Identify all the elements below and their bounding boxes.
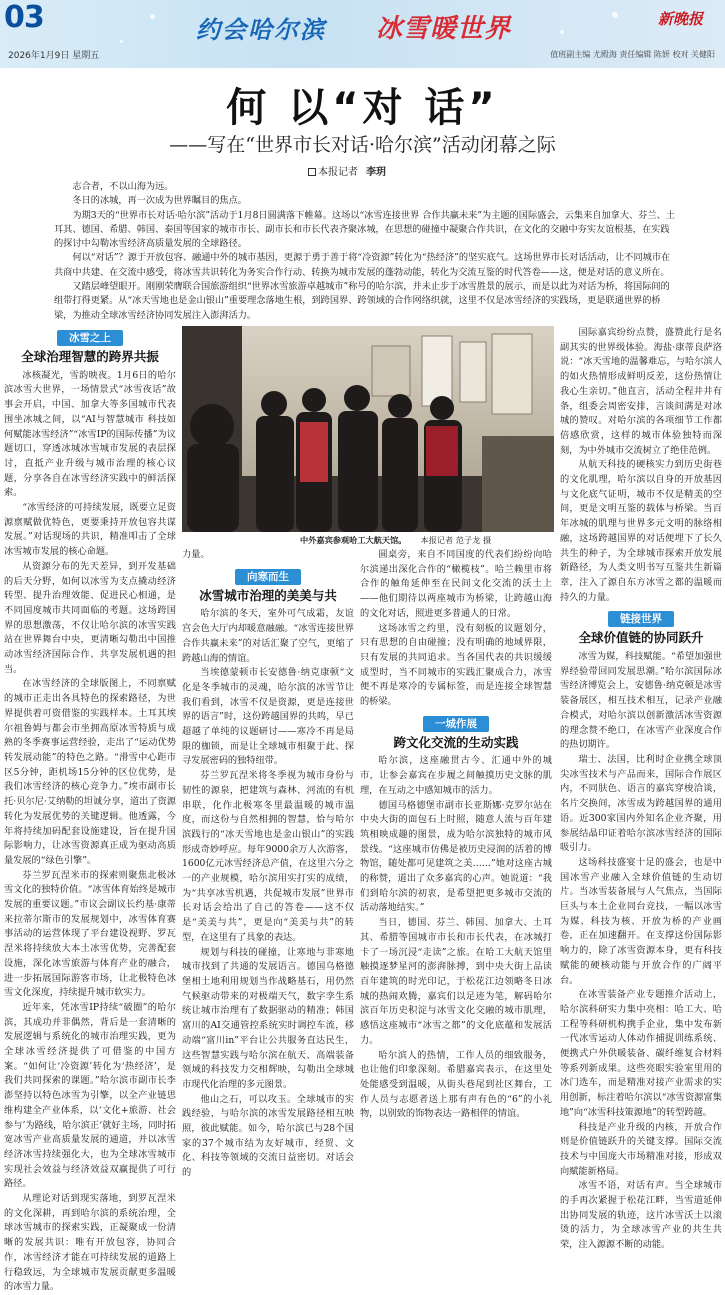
body-paragraph: 这场科技盛宴十足的盛会，也是中国冰雪产业融入全球价值链的生动切片。当冰雪装备展与人气焦点，当国际巨头与本土企业同台竞技，一幅以冰雪为媒、科技为核、开放为桥的产业画卷，正在加速翻开。在支撑这份国际影响力的，除了冰雪资源本身，更有科技赋能的硬核动能与开放合作的广阔平台。: [560, 856, 722, 986]
body-paragraph: 哈尔滨的冬天，室外可气成霜，友谊宫会色大厅内却暖意融融。“冰雪连接世界 合作共赢未来”的对话汇聚了空气，更缩了跨越山海的情谊。: [182, 608, 354, 664]
body-paragraph: 当日，德国、芬兰、韩国、加拿大、土耳其、希腊等国城市市长和市长代表，在冰城打卡了一场沉浸“走读”之旅。在哈工大航天馆里触摸逐梦星河的澎湃脉搏，到中央大街上品读百年建筑的时光印记，于松花江边领略冬日冰城的热闹欢腾，嘉宾们以足迹为笔，解码哈尔滨百年历史积淀与冰雪文化交融的城市肌理，感悟这座城市“冰雪之都”的文化底蕴和发展活力。: [360, 917, 552, 1046]
section-tag: 冰雪之上: [57, 330, 123, 346]
column-section-3: [360, 548, 552, 1122]
photo-caption: 中外嘉宾参观哈工大航天馆。: [300, 535, 407, 545]
editor-credits: 值班副主编 尤殿海 责任编辑 陈妍 校对 关健阳: [550, 50, 715, 59]
column-section-2: [182, 548, 354, 1181]
body-paragraph: 德国马格德堡市副市长亚斯娜·克罗尔站在中央大街的面包石上时照，随意人流与百年建筑相映成趣的图景，成为哈尔滨独特的城市风景线。“这座城市仿佛是被历史浸润的活着的博物馆，随处都可见建筑之美……”她对这座古城的称赞，道出了众多嘉宾的心声。她说道：“我们到哈尔滨的初衷，是希望把更多城市交流的活动落地结实。”: [360, 799, 552, 914]
body-paragraph: 在冰雪装备产业专题推介活动上，哈尔滨科研实力集中亮相：哈工大、哈工程等科研机构携手企业，集中发布新一代冰雪运动人体动作捕捉训练系统、便携式户外供暖装备、碳纤维复合材料等系列新成果。这些亮眼实验室里用的冰门选车，而是精准对接产业需求的实用创新，标注着哈尔滨以“冰雪资源富集地”向“冰雪科技策源地”的转型跨越。: [560, 989, 722, 1118]
section-tag: 链接世界: [608, 611, 674, 627]
section-title: 全球价值链的协同跃升: [578, 630, 704, 646]
photo-illustration: [182, 326, 554, 532]
newspaper-logo: 新晚报: [657, 10, 703, 28]
section-tag: 向寒而生: [235, 569, 301, 585]
body-paragraph: 科技是产业升级的内核，开放合作则是价值链跃升的关键支撑。国际交流技术与中国庞大市场精准对接，形成双向赋能新格局。: [560, 1121, 722, 1177]
lead-paragraph: 又踏层峰望眼开。刚刚荣膺联合国旅游组织“世界冰雪旅游卓越城市”称号的哈尔滨，并未止步于冰雪胜景的展示，而是以此为对话为桥，将国际间的组带打得更紧。从“冰天雪地也是金山银山”重要理念落地生根，到跨国界、跨领域的合作网络织就，这里不仅是冰雪经济的实践场，更是联通世界的桥梁，为推动全球冰雪经济协同发展注入澎湃活力。: [54, 281, 670, 321]
issue-date: 2026年1月9日 星期五: [8, 51, 100, 61]
body-paragraph: 规划与科技的碰撞，让寒地与非寒地城市找到了共通的发展语言。德国乌格德堡相土地利用规划当作战略基石，用仍然气候驱动带来的对极端天气，数字孪生系统让城市治理有了数据驱动的精准；韩国富川的AI交通管控系统实时调控车流，移动端“富川in”平台让公共服务直达民生，这些智慧实践与哈尔滨在航天、高端装备领域的科技发力交相辉映，勾勒出全球城市现代化治理的多元图景。: [182, 946, 354, 1090]
body-paragraph: 从理论对话到现实落地，到罗瓦涅米的文化深耕，再到哈尔滨的系统治理，全球冰雪城市的探索实践，正凝聚成一份清晰的发展共识：唯有开放包容，协同合作，冰雪经济才能在可持续发展的道路上行稳致远，为全球城市发展贡献更多温暖的冰雪力量。: [4, 1193, 176, 1293]
body-paragraph: 在冰雪经济的全球版图上，不同禀赋的城市正走出各具特色的探索路径，为世界提供着可资借鉴的实践样本。土耳其埃尔祖鲁姆与都会市坐拥高原冰雪特质与成熟的冬季赛事运营经验，走出了“运动优势转发展动能”的特色之路。“滑雪中心距市区5分钟，距机场15分钟的区位优势，是我们冰雪经济的核心竞争力。”埃市副市长托·贝尔尼·艾纳勒的坦诚分享，道出了资源转化为发展优势的关键逻辑。他透露，今年将持续加码配套设施建设，旨在提升国际影响力，让冰雪资源真正成为驱动高质量发展的“绿色引擎”。: [4, 678, 176, 866]
body-paragraph: 这场冰雪之约里，没有刻板的议题划分，只有思想的自由碰撞；没有明确的地域界限，只有发展的共同追求。当各国代表的共识缓缓成型时，当不同城市的实践汇聚成合力，冰雪便不再是寒冷的专属标签，而是连接全球智慧的桥梁。: [360, 622, 552, 708]
body-paragraph: 哈尔滨人的热情，工作人员的细致服务，也让他们印象深刻。希腊嘉宾表示，在这里处处能感受到温暖，从街头巷尾到社区舞台，工作人员与志愿者送上那有声有色的“6”的小礼物，以别致的饰物表达一路相伴的情谊。: [360, 1049, 552, 1120]
body-paragraph: 哈尔滨，这座融贯古今、汇通中外的城市，让参会嘉宾在步履之间触摸历史文脉的肌理，在互动之中感知城市的活力。: [360, 755, 552, 796]
lead-paragraphs: [54, 180, 678, 323]
byline-author: 李玥: [366, 167, 386, 178]
body-paragraph: 他山之石，可以攻玉。全球城市的实践经验，与哈尔滨的冰雪发展路径相互映照，彼此赋能。如今，哈尔滨已与28个国家的37个城市结为友好城市，经贸、文化、科技等领域的交流日益密切。对话会的: [182, 1093, 354, 1179]
byline-prefix: 本报记者: [318, 167, 358, 178]
body-paragraph: 瑞士、法国，比利时企业携全球顶尖冰雪技术与产品而来，国际合作展区内，不同肤色、语言的嘉宾穿梭洽谈，名片交换间，冰雪成为跨越国界的通用语。近300家国内外知名企业齐聚，用参展结晶印证着哈尔滨冰雪经济的国际吸引力。: [560, 753, 722, 854]
body-paragraph: 圆桌旁，来自不同国度的代表们纷纷向哈尔滨递出深化合作的“橄榄枝”。哈兰赖里市将合作的触角延伸至在民间文化交流的沃土上——他们期待以两座城市为桥梁，让跨越山海的文化对话，照进更多普通人的日常。: [360, 549, 552, 619]
byline-box-icon: [308, 168, 316, 176]
column-section-1: [4, 330, 176, 1295]
section-title: 全球治理智慧的跨界共振: [21, 349, 159, 364]
photo-credit: 本报记者 范子龙 摄: [420, 535, 492, 545]
body-paragraph: “冰雪经济的可持续发展，既要立足资源禀赋做优特色，更要秉持开放包容共谋发展。”对话现场的共识，精准叩击了全球冰雪城市发展的核心命题。: [4, 502, 176, 558]
news-photo: [182, 326, 554, 532]
body-paragraph: 冰雪不语，对话有声。当全球城市的手再次紧握于松花江畔，当雪道延伸出协同发展的轨迹，这片冰雪沃土以滚烫的活力，为全球冰雪产业的共生共荣，注入源源不断的动能。: [560, 1180, 722, 1251]
column-banner-left: 约会哈尔滨: [196, 16, 326, 44]
lead-paragraph: 何以“对话”？源于开放包容、融通中外的城市基因，更源于勇于善于将“冷资源”转化为“热经济”的坚实底气。这场世界市长对话活动，让不同城市在共商中共建、在交流中感受，将冰雪共识转化为务实合作行动、转换为城市发展的蓬勃动能，转化为交流互鉴的时代答卷——这，便是对话的意义所在。: [54, 252, 671, 278]
subheadline: ——写在“世界市长对话·哈尔滨”活动闭幕之际: [169, 134, 556, 156]
body-paragraph: 冰雪为媒，科技赋能。“希望加强世界经验带回同发展思潮。”哈尔滨国际冰雪经济博览会上，安德鲁·纳克顿是冰雪装备展区，相互技术相互，记录产业融合模式，对哈尔滨以创新激活冰雪资源的理念赞不绝口，在冰雪产业深度合作的热切期许。: [560, 651, 722, 751]
lead-paragraph: 冬日的冰城，再一次成为世界瞩目的焦点。: [72, 195, 247, 207]
body-paragraph: 冰核凝光，雪韵映夜。1月6日的哈尔滨冰雪大世界，一场情景式“冰雪夜话”故事会开启，中国、加拿大等多国城市代表围坐冰城之间，以“AI与智慧城市 科技如何赋能冰雪经济”“冰雪IP的国际传播”为议题切口，穿透冰城冰雪城市发展的表层探讨，直抵产业升级与城市治理的核心议题，分享各自在冰雪经济实践中的鲜活探索。: [4, 369, 176, 499]
body-paragraph: 芬兰罗瓦涅米市的探索则聚焦北极冰雪文化的独特价值。“冰雪体育始终是城市发展的重要议题。”市议会副议长约基·康蒂来拉蒂尔斯市的发展规划中，冰雪体育赛事活动的运营体现了平台建设视野、罗瓦涅米将持续放大本土冰雪优势，完善配套设施，深化冰雪旅游与体育产业的融合，进一步拓展国际游客市场，让北极特色冰雪文化深度，持续提升城市软实力。: [4, 869, 176, 999]
byline: [308, 163, 386, 178]
headline: 何 以“对 话”: [226, 85, 499, 131]
section-title: 跨文化交流的生动实践: [393, 734, 519, 750]
column-section-4: [560, 326, 722, 1253]
body-paragraph: 近年来，凭冰雪IP持续“破圈”的哈尔滨，其成功并非偶然，背后是一套清晰的发展逻辑与系统化的城市治理实践，更为全球冰雪经济提供了可借鉴的中国方案。“如何让‘冷资源’转化为‘热经济’，是我们共同探索的课题。”哈尔滨市副市长李澎坚持以特色冰雪为引擎，以全产业链思维构建全产业体系，以‘文化+旅游、社会参与’为路线，哈尔滨正‘就好主场，同时拓宽冰雪产业高质量发展的通道，并以冰雪经济冰雪持续强化大，也为全球冰雪城市实现社会效益与经济效益双赢提供了可行路径。: [4, 1001, 176, 1190]
body-paragraph: 从资源分布的先天差异，到开发基础的后天分野，如何以冰雪为支点撬动经济转型、提升治理效能、促进民心相通，是不同国度城市共同面临的考题。这场跨国界的思想激荡，不仅让哈尔滨的冰雪实践站在世界舞台中央，更清晰勾勒出中国推动冰雪经济国际合作、共享发展机遇的担当。: [4, 560, 176, 675]
page-number: 03: [4, 0, 44, 35]
section-title: 冰雪城市治理的美美与共: [199, 587, 337, 603]
lead-paragraph: 志合者，不以山海为远。: [72, 181, 174, 192]
body-paragraph-continued: 力量。: [182, 549, 210, 560]
column-banner-right: 冰雪暖世界: [376, 14, 512, 44]
body-paragraph: 芬兰罗瓦涅米将冬季视为城市身份与韧性的源泉，把建筑与森林、河流的有机串联，化作北极寒冬里最温暖的城市温度，而这份与自然相拥的智慧，恰与哈尔滨践行的“冰天雪地也是金山银山”的实践形成奇妙呼应。每年9000余万人次游客，1600亿元冰雪经济总产值，在这里六分之一的产业规模，哈尔滨用实打实的成绩，为“共享冰雪机遇，共促城市发展”世界市长对话会给出了自己的答卷——这不仅是“美美与共”，更是向“美美与共”的转型，在这里有了具象的表达。: [182, 770, 354, 943]
lead-paragraph: 为期3天的“世界市长对话·哈尔滨”活动于1月8日圆满落下帷幕。这场以“冰雪连接世界 合作共赢未来”为主题的国际盛会，云集来自加拿大、芬兰、土耳其、德国、希腊、韩国、泰国等国家的城市市长、副市长和市长代表齐聚冰城，在思想的碰撞中凝聚合作共识，在文化的交融中夯实友谊根基，在实践的探讨中勾勒冰雪经济高质量发展的全球路径。: [54, 209, 675, 250]
body-paragraph: 当埃德蒙顿市长安德鲁·纳克康顿“文化是冬季城市的灵魂，哈尔滨的冰雪节让我们看到，冰雪不仅是资源，更是连接世界的语言”时，这份跨越国界的共鸣，早已超越了单纯的议题研讨——寒冷不再是局限的枷锁，而是让全球城市相聚于此、探寻发展密码的独特纽带。: [182, 667, 354, 767]
body-paragraph: 国际嘉宾纷纷点赞，盛赞此行是名副其实的世界级体验。海盐·康蒂良萨洛说：“冰天雪地的温馨难忘，与哈尔滨人的如火热情形成鲜明反差，这份热情让我心生亲切。”他直言，活动全程井井有条，组委会周密安排，言谈间满是对冰城的赞叹。对哈尔滨的各项细节工作都倍感欣赏，这样的城市体验独特而深刻，为中外城市交流树立了绝佳范例。: [560, 327, 722, 456]
body-paragraph: 从航天科技的硬核实力到历史街巷的文化肌理，哈尔滨以自身的开放基因与文化底气证明，城市不仅是精美的空间，更是文明互鉴的载体与桥梁。当百年冰城的肌理与世界多元文明的脉络相融，这场跨越国界的对话便埋下了长久共生的种子，为全球城市探索开放发展新路径，为人类文明书写互鉴共生新篇章，注入了源自东方冰雪之都的温暖而持久的力量。: [560, 459, 722, 603]
photo-caption-line: [182, 535, 554, 546]
page-header: [0, 0, 725, 68]
section-tag: 一城作展: [423, 716, 489, 732]
